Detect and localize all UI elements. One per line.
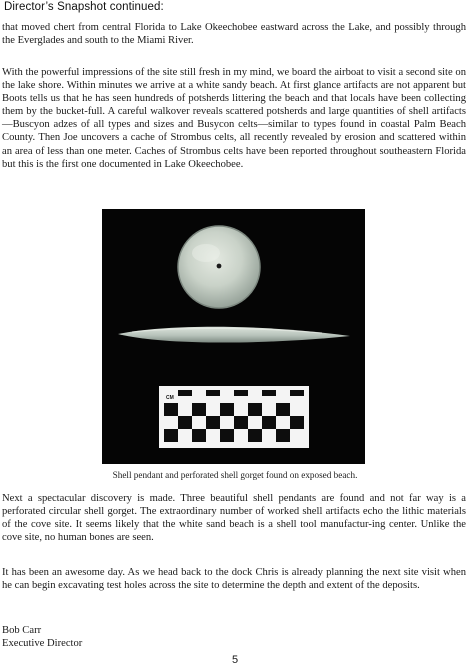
scale-label: CM [166, 395, 174, 401]
cm-scale-bar [159, 386, 309, 448]
scale-square [276, 429, 290, 442]
signature-name: Bob Carr [2, 625, 42, 636]
paragraph-2: With the powerful impressions of the site still fresh in my mind, we board the airboat to visit a second site on the lake shore. Within minutes we arrive at a white sandy beach. At first glance artifacts are not apparent but Boots tells us that he has seen hundreds of potsherds littering the beach and that locals have been collecting them by the bucket-full. A careful walkover reveals scattered potsherds and large quantities of shell artifacts—Buscyon adzes of all types and sizes and Busycon celts—similar to types found in coastal Palm Beach County. Then Joe uncovers a cache of Strombus celts, all recently revealed by erosion and scattered within an area of less than one meter. Caches of Strombus celts have been reported throughout southeastern Florida but this is the first one documented in Lake Okeechobee. [2, 67, 466, 170]
scale-square [220, 403, 234, 416]
scale-top-square [290, 390, 304, 396]
scale-square [290, 416, 304, 429]
scale-top-square [234, 390, 248, 396]
scale-square [192, 429, 206, 442]
scale-square [262, 416, 276, 429]
scale-square [248, 429, 262, 442]
page-number: 5 [231, 654, 239, 666]
running-header: Director’s Snapshot continued: [4, 1, 164, 13]
signature-block [2, 624, 82, 650]
scale-square [206, 416, 220, 429]
scale-square [164, 429, 178, 442]
scale-top-square [178, 390, 192, 396]
scale-top-square [206, 390, 220, 396]
signature-title: Executive Director [2, 638, 83, 650]
artifact-photo-image [102, 209, 365, 464]
scale-square [220, 429, 234, 442]
figure-caption: Shell pendant and perforated shell gorget found on exposed beach. [112, 470, 358, 480]
paragraph-4: It has been an awesome day. As we head back to the dock Chris is already planning the next site visit when he can begin excavating test holes across the site to determine the depth and extent of the deposits. [2, 567, 466, 592]
scale-square [178, 416, 192, 429]
scale-square [234, 416, 248, 429]
scale-square [164, 403, 178, 416]
artifact-photo [102, 209, 365, 464]
scale-square [276, 403, 290, 416]
scale-top-square [262, 390, 276, 396]
scale-square [192, 403, 206, 416]
scale-square [248, 403, 262, 416]
paragraph-1: that moved chert from central Florida to Lake Okeechobee eastward across the Lake, and possibly through the Everglades and south to the Miami River. [2, 22, 466, 47]
paragraph-3: Next a spectacular discovery is made. Three beautiful shell pendants are found and not far way is a perforated circular shell gorget. The extraordinary number of worked shell artifacts echo the lithic materials of the cove site. It seems likely that the white sand beach is a shell tool manufactur-ing center. Unlike the cove site, no human bones are seen. [2, 493, 466, 544]
shell-gorget [178, 226, 260, 308]
